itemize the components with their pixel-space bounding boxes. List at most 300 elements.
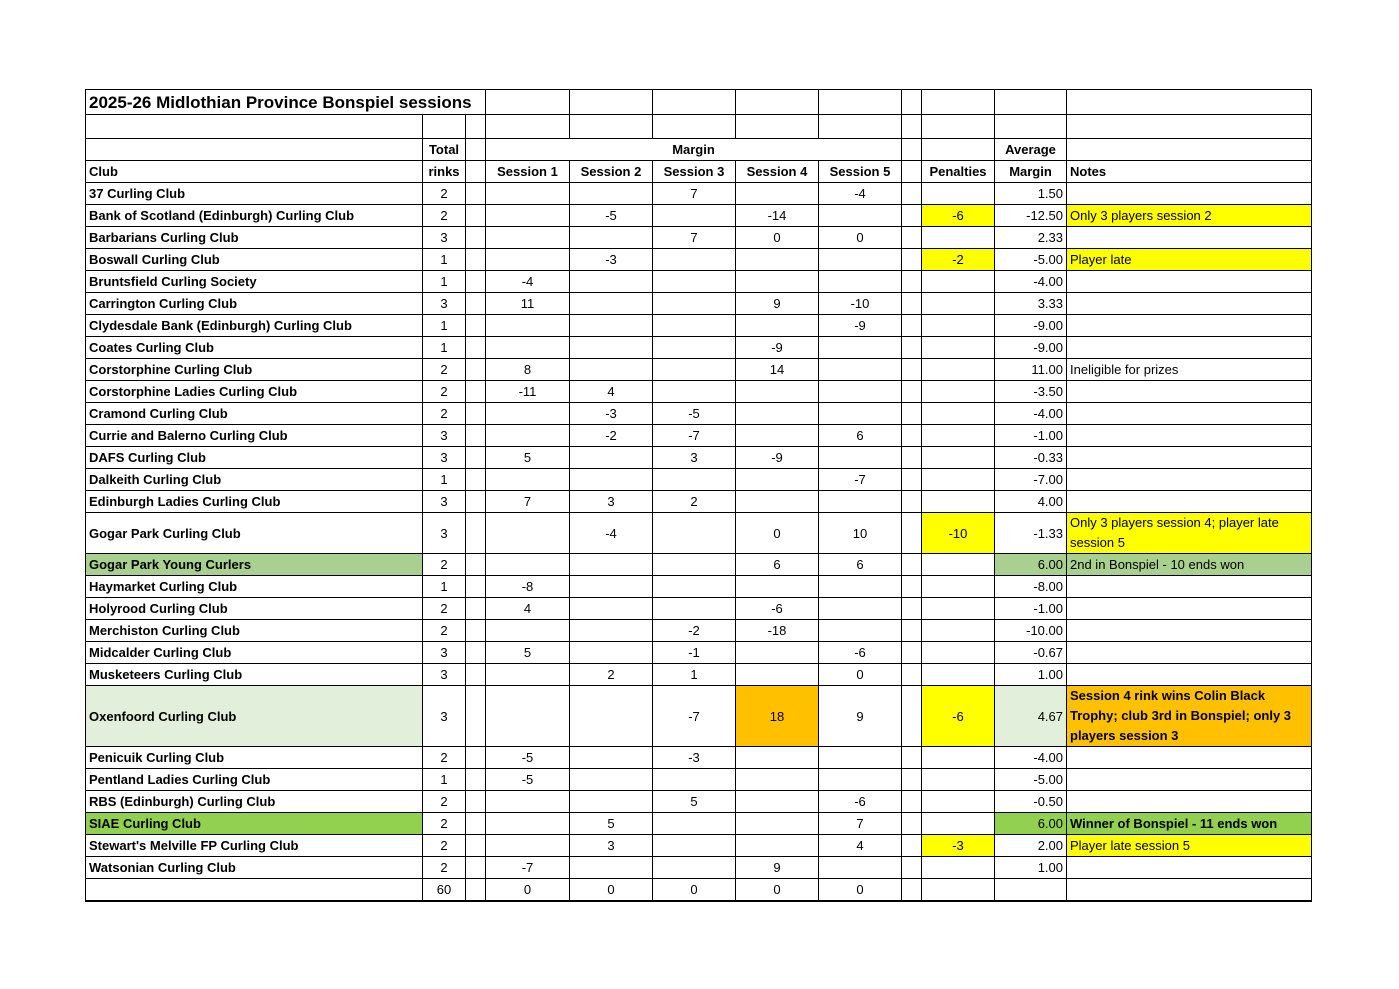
notes-cell: 2nd in Bonspiel - 10 ends won: [1067, 554, 1312, 576]
session-1-cell: 5: [486, 642, 570, 664]
notes-cell: [1067, 642, 1312, 664]
rinks-cell: 2: [423, 835, 466, 857]
session-5-cell: [819, 205, 902, 227]
session-1-cell: -11: [486, 381, 570, 403]
table-row: [86, 598, 1312, 620]
session-1-cell: 4: [486, 598, 570, 620]
session-5-cell: -9: [819, 315, 902, 337]
average-margin-cell: -12.50: [995, 205, 1067, 227]
session-2-cell: -2: [570, 425, 653, 447]
header-margin: Margin: [995, 161, 1067, 183]
average-margin-cell: -1.00: [995, 598, 1067, 620]
notes-cell: [1067, 447, 1312, 469]
average-margin-cell: -10.00: [995, 620, 1067, 642]
club-name: Stewart's Melville FP Curling Club: [86, 835, 423, 857]
club-name: Currie and Balerno Curling Club: [86, 425, 423, 447]
notes-cell: [1067, 857, 1312, 879]
session-3-cell: [653, 813, 736, 835]
session-4-cell: [736, 403, 819, 425]
session-5-cell: [819, 747, 902, 769]
session-5-cell: -4: [819, 183, 902, 205]
table-row: [86, 576, 1312, 598]
rinks-cell: 2: [423, 598, 466, 620]
table-row: [86, 791, 1312, 813]
session-1-cell: -7: [486, 857, 570, 879]
session-3-cell: [653, 205, 736, 227]
average-margin-cell: 1.00: [995, 857, 1067, 879]
total-s2-cell: 0: [570, 879, 653, 902]
session-4-cell: [736, 183, 819, 205]
notes-cell: [1067, 469, 1312, 491]
rinks-cell: 1: [423, 315, 466, 337]
penalties-cell: [922, 642, 995, 664]
session-2-cell: 3: [570, 835, 653, 857]
header-penalties: Penalties: [922, 161, 995, 183]
average-margin-cell: 6.00: [995, 813, 1067, 835]
bonspiel-table: [85, 89, 1312, 902]
rinks-cell: 1: [423, 249, 466, 271]
notes-cell: Player late session 5: [1067, 835, 1312, 857]
notes-cell: [1067, 576, 1312, 598]
session-2-cell: -3: [570, 403, 653, 425]
session-5-cell: [819, 857, 902, 879]
session-1-cell: [486, 403, 570, 425]
notes-cell: [1067, 620, 1312, 642]
session-5-cell: [819, 447, 902, 469]
table-row: [86, 664, 1312, 686]
session-3-cell: [653, 576, 736, 598]
header-session-4: Session 4: [736, 161, 819, 183]
session-2-cell: [570, 359, 653, 381]
session-2-cell: 3: [570, 491, 653, 513]
club-name: Haymarket Curling Club: [86, 576, 423, 598]
session-3-cell: 5: [653, 791, 736, 813]
table-row: [86, 513, 1312, 554]
session-1-cell: -5: [486, 769, 570, 791]
header-row-1: [86, 139, 1312, 161]
notes-cell: [1067, 747, 1312, 769]
session-4-cell: 0: [736, 513, 819, 554]
session-4-cell: [736, 791, 819, 813]
header-notes: Notes: [1067, 161, 1312, 183]
rinks-cell: 1: [423, 576, 466, 598]
average-margin-cell: 4.67: [995, 686, 1067, 747]
rinks-cell: 3: [423, 642, 466, 664]
rinks-cell: 2: [423, 813, 466, 835]
session-1-cell: [486, 249, 570, 271]
session-5-cell: -6: [819, 791, 902, 813]
club-name: Musketeers Curling Club: [86, 664, 423, 686]
average-margin-cell: 1.50: [995, 183, 1067, 205]
session-2-cell: [570, 554, 653, 576]
average-margin-cell: -9.00: [995, 315, 1067, 337]
penalties-cell: [922, 620, 995, 642]
session-5-cell: 7: [819, 813, 902, 835]
session-5-cell: 4: [819, 835, 902, 857]
penalties-cell: [922, 403, 995, 425]
sheet-title: 2025-26 Midlothian Province Bonspiel sessions: [86, 90, 486, 115]
club-name: Clydesdale Bank (Edinburgh) Curling Club: [86, 315, 423, 337]
penalties-cell: [922, 293, 995, 315]
session-3-cell: -2: [653, 620, 736, 642]
club-name: DAFS Curling Club: [86, 447, 423, 469]
average-margin-cell: -5.00: [995, 249, 1067, 271]
notes-cell: [1067, 293, 1312, 315]
average-margin-cell: 2.00: [995, 835, 1067, 857]
notes-cell: [1067, 403, 1312, 425]
penalties-cell: [922, 554, 995, 576]
session-3-cell: [653, 469, 736, 491]
session-2-cell: 2: [570, 664, 653, 686]
header-session-2: Session 2: [570, 161, 653, 183]
notes-cell: [1067, 227, 1312, 249]
session-4-cell: -9: [736, 337, 819, 359]
session-5-cell: [819, 249, 902, 271]
penalties-cell: -10: [922, 513, 995, 554]
session-1-cell: [486, 664, 570, 686]
session-1-cell: 8: [486, 359, 570, 381]
table-row: [86, 381, 1312, 403]
penalties-cell: -3: [922, 835, 995, 857]
session-5-cell: [819, 576, 902, 598]
session-3-cell: [653, 359, 736, 381]
notes-cell: Only 3 players session 2: [1067, 205, 1312, 227]
header-session-3: Session 3: [653, 161, 736, 183]
session-5-cell: [819, 491, 902, 513]
average-margin-cell: -4.00: [995, 271, 1067, 293]
penalties-cell: [922, 469, 995, 491]
table-row: [86, 469, 1312, 491]
session-4-cell: [736, 664, 819, 686]
session-4-cell: -9: [736, 447, 819, 469]
notes-cell: Ineligible for prizes: [1067, 359, 1312, 381]
table-row: [86, 425, 1312, 447]
session-4-cell: [736, 469, 819, 491]
session-4-cell: 0: [736, 227, 819, 249]
session-2-cell: [570, 857, 653, 879]
session-2-cell: [570, 315, 653, 337]
table-row: [86, 447, 1312, 469]
session-3-cell: [653, 381, 736, 403]
table-row: [86, 315, 1312, 337]
session-4-cell: [736, 747, 819, 769]
header-session-1: Session 1: [486, 161, 570, 183]
average-margin-cell: -0.67: [995, 642, 1067, 664]
session-2-cell: [570, 227, 653, 249]
average-margin-cell: -9.00: [995, 337, 1067, 359]
session-1-cell: 5: [486, 447, 570, 469]
club-name: Midcalder Curling Club: [86, 642, 423, 664]
table-row: [86, 249, 1312, 271]
rinks-cell: 3: [423, 227, 466, 249]
session-3-cell: -3: [653, 747, 736, 769]
totals-row: [86, 879, 1312, 902]
club-name: Cramond Curling Club: [86, 403, 423, 425]
notes-cell: [1067, 598, 1312, 620]
average-margin-cell: -0.50: [995, 791, 1067, 813]
rinks-cell: 2: [423, 359, 466, 381]
average-margin-cell: 1.00: [995, 664, 1067, 686]
session-5-cell: 6: [819, 554, 902, 576]
session-5-cell: -7: [819, 469, 902, 491]
notes-cell: Player late: [1067, 249, 1312, 271]
average-margin-cell: 3.33: [995, 293, 1067, 315]
session-2-cell: [570, 642, 653, 664]
rinks-cell: 3: [423, 513, 466, 554]
session-1-cell: [486, 315, 570, 337]
session-5-cell: [819, 598, 902, 620]
total-s3-cell: 0: [653, 879, 736, 902]
club-name: Bruntsfield Curling Society: [86, 271, 423, 293]
session-5-cell: [819, 769, 902, 791]
table-row: [86, 686, 1312, 747]
table-row: [86, 747, 1312, 769]
table-row: [86, 183, 1312, 205]
table-row: [86, 271, 1312, 293]
session-1-cell: [486, 425, 570, 447]
club-name: Corstorphine Ladies Curling Club: [86, 381, 423, 403]
session-3-cell: 7: [653, 183, 736, 205]
session-1-cell: [486, 813, 570, 835]
session-3-cell: -7: [653, 686, 736, 747]
session-3-cell: [653, 337, 736, 359]
rinks-cell: 3: [423, 664, 466, 686]
session-1-cell: -4: [486, 271, 570, 293]
session-3-cell: [653, 315, 736, 337]
notes-cell: [1067, 791, 1312, 813]
notes-cell: [1067, 271, 1312, 293]
penalties-cell: [922, 183, 995, 205]
notes-cell: [1067, 769, 1312, 791]
session-3-cell: [653, 554, 736, 576]
table-row: [86, 227, 1312, 249]
rinks-cell: 1: [423, 769, 466, 791]
session-5-cell: [819, 359, 902, 381]
average-margin-cell: -3.50: [995, 381, 1067, 403]
table-row: [86, 337, 1312, 359]
penalties-cell: [922, 747, 995, 769]
session-4-cell: [736, 813, 819, 835]
session-5-cell: 6: [819, 425, 902, 447]
notes-cell: [1067, 425, 1312, 447]
average-margin-cell: 11.00: [995, 359, 1067, 381]
session-2-cell: [570, 576, 653, 598]
rinks-cell: 1: [423, 271, 466, 293]
session-1-cell: [486, 227, 570, 249]
session-2-cell: [570, 769, 653, 791]
table-row: [86, 857, 1312, 879]
session-1-cell: [486, 337, 570, 359]
notes-cell: Winner of Bonspiel - 11 ends won: [1067, 813, 1312, 835]
session-1-cell: 11: [486, 293, 570, 315]
club-name: RBS (Edinburgh) Curling Club: [86, 791, 423, 813]
club-name: Gogar Park Young Curlers: [86, 554, 423, 576]
session-1-cell: [486, 205, 570, 227]
session-5-cell: [819, 620, 902, 642]
header-rinks: rinks: [423, 161, 466, 183]
club-name: SIAE Curling Club: [86, 813, 423, 835]
average-margin-cell: 2.33: [995, 227, 1067, 249]
session-4-cell: [736, 381, 819, 403]
session-2-cell: 4: [570, 381, 653, 403]
penalties-cell: [922, 598, 995, 620]
rinks-cell: 2: [423, 747, 466, 769]
session-4-cell: [736, 769, 819, 791]
table-row: [86, 835, 1312, 857]
session-5-cell: -10: [819, 293, 902, 315]
club-name: Watsonian Curling Club: [86, 857, 423, 879]
club-name: Coates Curling Club: [86, 337, 423, 359]
session-4-cell: 9: [736, 293, 819, 315]
total-s5-cell: 0: [819, 879, 902, 902]
session-5-cell: 0: [819, 664, 902, 686]
session-4-cell: [736, 491, 819, 513]
table-row: [86, 403, 1312, 425]
session-3-cell: [653, 249, 736, 271]
session-2-cell: [570, 293, 653, 315]
club-name: Edinburgh Ladies Curling Club: [86, 491, 423, 513]
session-4-cell: [736, 642, 819, 664]
session-2-cell: -5: [570, 205, 653, 227]
rinks-cell: 2: [423, 620, 466, 642]
total-rinks-cell: 60: [423, 879, 466, 902]
session-3-cell: -7: [653, 425, 736, 447]
penalties-cell: -6: [922, 686, 995, 747]
session-1-cell: [486, 835, 570, 857]
session-3-cell: -5: [653, 403, 736, 425]
rinks-cell: 3: [423, 686, 466, 747]
table-row: [86, 642, 1312, 664]
rinks-cell: 3: [423, 491, 466, 513]
session-5-cell: 0: [819, 227, 902, 249]
average-margin-cell: -4.00: [995, 747, 1067, 769]
penalties-cell: [922, 491, 995, 513]
session-5-cell: [819, 403, 902, 425]
session-3-cell: -1: [653, 642, 736, 664]
average-margin-cell: -0.33: [995, 447, 1067, 469]
table-row: [86, 205, 1312, 227]
club-name: Gogar Park Curling Club: [86, 513, 423, 554]
session-2-cell: [570, 791, 653, 813]
session-1-cell: [486, 686, 570, 747]
session-1-cell: [486, 620, 570, 642]
session-5-cell: 9: [819, 686, 902, 747]
club-name: 37 Curling Club: [86, 183, 423, 205]
session-4-cell: -18: [736, 620, 819, 642]
session-1-cell: -5: [486, 747, 570, 769]
blank-row: [86, 115, 1312, 139]
rinks-cell: 2: [423, 857, 466, 879]
rinks-cell: 2: [423, 554, 466, 576]
average-margin-cell: -4.00: [995, 403, 1067, 425]
session-4-cell: [736, 425, 819, 447]
penalties-cell: [922, 337, 995, 359]
session-2-cell: [570, 447, 653, 469]
penalties-cell: [922, 381, 995, 403]
table-row: [86, 813, 1312, 835]
penalties-cell: [922, 271, 995, 293]
table-row: [86, 554, 1312, 576]
session-4-cell: -14: [736, 205, 819, 227]
club-name: Dalkeith Curling Club: [86, 469, 423, 491]
penalties-cell: -6: [922, 205, 995, 227]
table-row: [86, 620, 1312, 642]
notes-cell: [1067, 183, 1312, 205]
rinks-cell: 2: [423, 403, 466, 425]
rinks-cell: 3: [423, 425, 466, 447]
penalties-cell: [922, 664, 995, 686]
session-2-cell: [570, 620, 653, 642]
notes-cell: [1067, 381, 1312, 403]
session-1-cell: -8: [486, 576, 570, 598]
session-2-cell: [570, 686, 653, 747]
session-4-cell: -6: [736, 598, 819, 620]
session-3-cell: [653, 769, 736, 791]
penalties-cell: [922, 576, 995, 598]
average-margin-cell: -1.33: [995, 513, 1067, 554]
session-2-cell: [570, 183, 653, 205]
session-4-cell: 18: [736, 686, 819, 747]
session-2-cell: -3: [570, 249, 653, 271]
club-name: Boswall Curling Club: [86, 249, 423, 271]
rinks-cell: 1: [423, 469, 466, 491]
total-s4-cell: 0: [736, 879, 819, 902]
penalties-cell: [922, 425, 995, 447]
club-name: Barbarians Curling Club: [86, 227, 423, 249]
rinks-cell: 2: [423, 183, 466, 205]
rinks-cell: 2: [423, 381, 466, 403]
rinks-cell: 2: [423, 205, 466, 227]
header-session-5: Session 5: [819, 161, 902, 183]
notes-cell: Only 3 players session 4; player late session 5: [1067, 513, 1312, 554]
average-margin-cell: -1.00: [995, 425, 1067, 447]
club-name: Holyrood Curling Club: [86, 598, 423, 620]
penalties-cell: [922, 447, 995, 469]
club-name: Carrington Curling Club: [86, 293, 423, 315]
session-2-cell: [570, 469, 653, 491]
session-2-cell: [570, 598, 653, 620]
session-5-cell: [819, 337, 902, 359]
penalties-cell: [922, 791, 995, 813]
session-2-cell: [570, 337, 653, 359]
title-row: [86, 90, 1312, 115]
session-4-cell: [736, 249, 819, 271]
club-name: Pentland Ladies Curling Club: [86, 769, 423, 791]
session-3-cell: [653, 293, 736, 315]
session-1-cell: [486, 513, 570, 554]
header-average: Average: [995, 139, 1067, 161]
penalties-cell: [922, 359, 995, 381]
session-3-cell: [653, 271, 736, 293]
session-4-cell: 9: [736, 857, 819, 879]
session-3-cell: 2: [653, 491, 736, 513]
average-margin-cell: -5.00: [995, 769, 1067, 791]
session-2-cell: 5: [570, 813, 653, 835]
table-row: [86, 293, 1312, 315]
session-5-cell: [819, 381, 902, 403]
session-5-cell: [819, 271, 902, 293]
table-row: [86, 769, 1312, 791]
notes-cell: [1067, 664, 1312, 686]
average-margin-cell: 4.00: [995, 491, 1067, 513]
penalties-cell: [922, 227, 995, 249]
session-2-cell: [570, 747, 653, 769]
session-1-cell: [486, 183, 570, 205]
session-1-cell: 7: [486, 491, 570, 513]
club-name: Corstorphine Curling Club: [86, 359, 423, 381]
penalties-cell: [922, 769, 995, 791]
table-row: [86, 359, 1312, 381]
